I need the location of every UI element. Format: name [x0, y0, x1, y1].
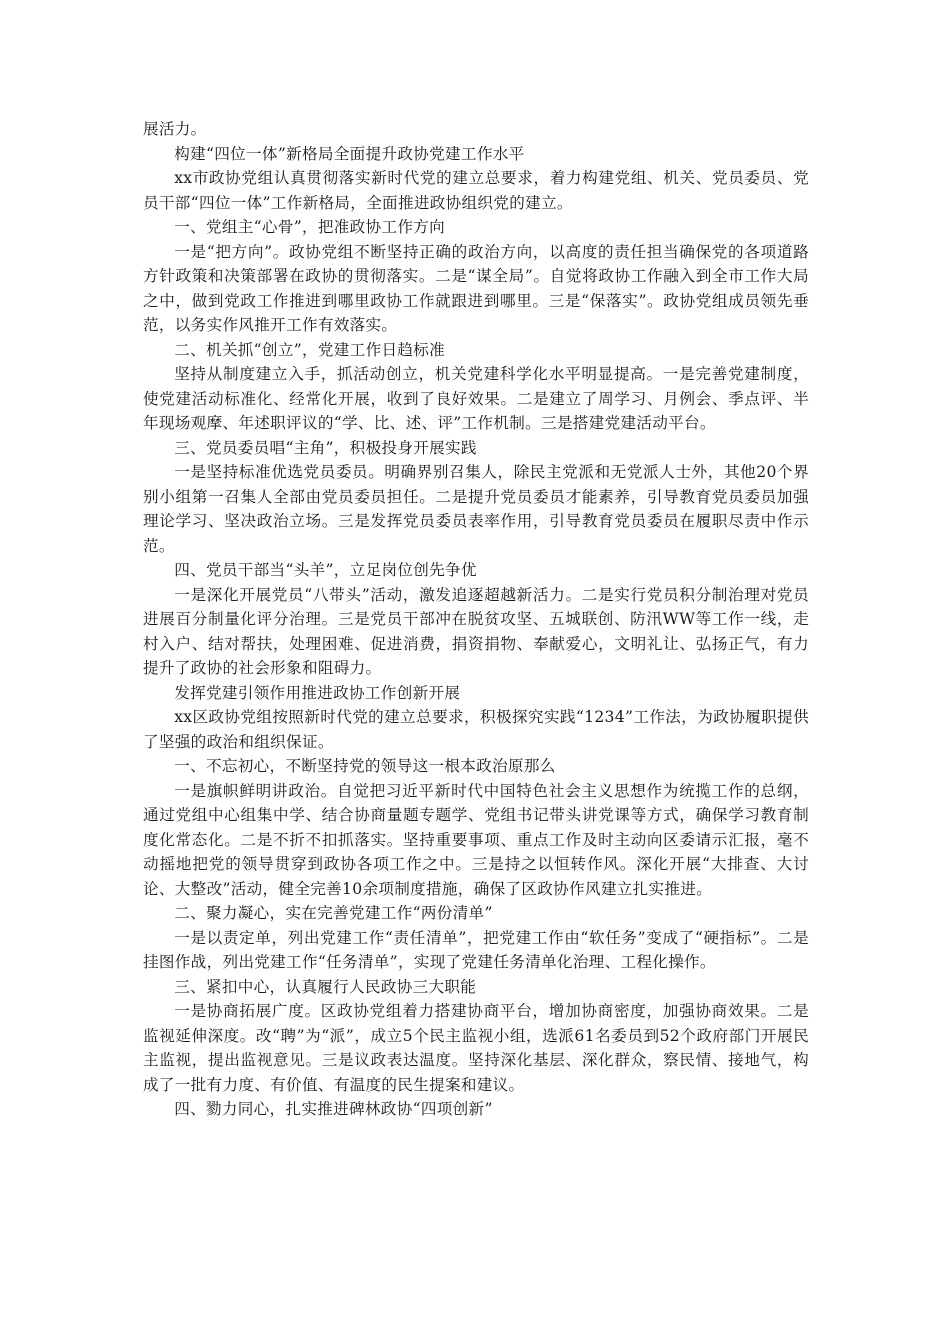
section-heading: 二、聚力凝心，实在完善党建工作“两份清单” — [174, 904, 493, 922]
section-title: 发挥党建引领作用推进政协工作创新开展 — [174, 683, 461, 702]
section-heading: 三、党员委员唱“主角”，积极投身开展实践 — [174, 438, 477, 457]
section-heading: 四、党员干部当“头羊”，立足岗位创先争优 — [174, 561, 477, 579]
section-heading: 一、不忘初心，不断坚持党的领导这一根本政治原那么 — [174, 757, 556, 775]
section-heading: 四、勠力同心，扎实推进碑林政协“四项创新” — [174, 1100, 493, 1118]
paragraph: 一是“把方向”。政协党组不断坚持正确的政治方向，以高度的责任担当确保党的各项道路方针政策和决策部署在政协的贯彻落实。二是“谋全局”。自觉将政协工作融入到全市工作大局之中，做到党政工作推进到哪里政协工作就跟进到哪里。三是“保落实”。政协党组成员领先垂范，以务实作风推开工作有效落实。 — [143, 242, 809, 334]
section-title: 构建“四位一体”新格局全面提升政协党建工作水平 — [174, 144, 525, 163]
section-heading: 一、党组主“心骨”，把准政协工作方向 — [174, 218, 446, 236]
paragraph: xx市政协党组认真贯彻落实新时代党的建立总要求，着力构建党组、机关、党员委员、党员干部“四位一体”工作新格局，全面推进政协组织党的建立。 — [143, 169, 809, 212]
paragraph: 一是协商拓展广度。区政协党组着力搭建协商平台，增加协商密度，加强协商效果。二是监视延伸深度。改“聘”为“派”，成立5个民主监视小组，选派61名委员到52个政府部门开展民主监视，提出监视意见。三是议政表达温度。坚持深化基层、深化群众，察民情、接地气，构成了一批有力度、有价值、有温度的民生提案和建议。 — [143, 1002, 809, 1094]
document-body — [143, 117, 809, 1122]
paragraph: 坚持从制度建立入手，抓活动创立，机关党建科学化水平明显提高。一是完善党建制度，使党建活动标准化、经常化开展，收到了良好效果。二是建立了周学习、月例会、季点评、半年现场观摩、年述职评议的“学、比、述、评”工作机制。三是搭建党建活动平台。 — [143, 365, 809, 432]
paragraph: 一是以责定单，列出党建工作“责任清单”，把党建工作由“软任务”变成了“硬指标”。二是挂图作战，列出党建工作“任务清单”，实现了党建任务清单化治理、工程化操作。 — [143, 928, 809, 971]
paragraph: 一是深化开展党员“八带头”活动，激发追逐超越新活力。二是实行党员积分制治理对党员进展百分制量化评分治理。三是党员干部冲在脱贫攻坚、五城联创、防汛WW等工作一线，走村入户、结对帮扶，处理困难、促进消费，捐资捐物、奉献爱心，文明礼让、弘扬正气，有力提升了政协的社会形象和阻碍力。 — [143, 585, 809, 677]
paragraph: 一是旗帜鲜明讲政治。自觉把习近平新时代中国特色社会主义思想作为统揽工作的总纲，通过党组中心组集中学、结合协商量题专题学、党组书记带头讲党课等方式，确保学习教育制度化常态化。二是不折不扣抓落实。坚持重要事项、重点工作及时主动向区委请示汇报，毫不动摇地把党的领导贯穿到政协各项工作之中。三是持之以恒转作风。深化开展“大排查、大讨论、大整改”活动，健全完善10余项制度措施，确保了区政协作风建立扎实推进。 — [143, 781, 809, 898]
section-heading: 二、机关抓“创立”，党建工作日趋标准 — [174, 340, 446, 359]
paragraph-continuation: 展活力。 — [143, 120, 207, 138]
paragraph: xx区政协党组按照新时代党的建立总要求，积极探究实践“1234”工作法，为政协履职提供了坚强的政治和组织保证。 — [143, 708, 809, 751]
section-heading: 三、紧扣中心，认真履行人民政协三大职能 — [174, 977, 477, 996]
paragraph: 一是坚持标准优选党员委员。明确界别召集人，除民主党派和无党派人士外，其他20个界别小组第一召集人全部由党员委员担任。二是提升党员委员才能素养，引导教育党员委员加强理论学习、坚决政治立场。三是发挥党员委员表率作用，引导教育党员委员在履职尽责中作示范。 — [143, 463, 809, 555]
